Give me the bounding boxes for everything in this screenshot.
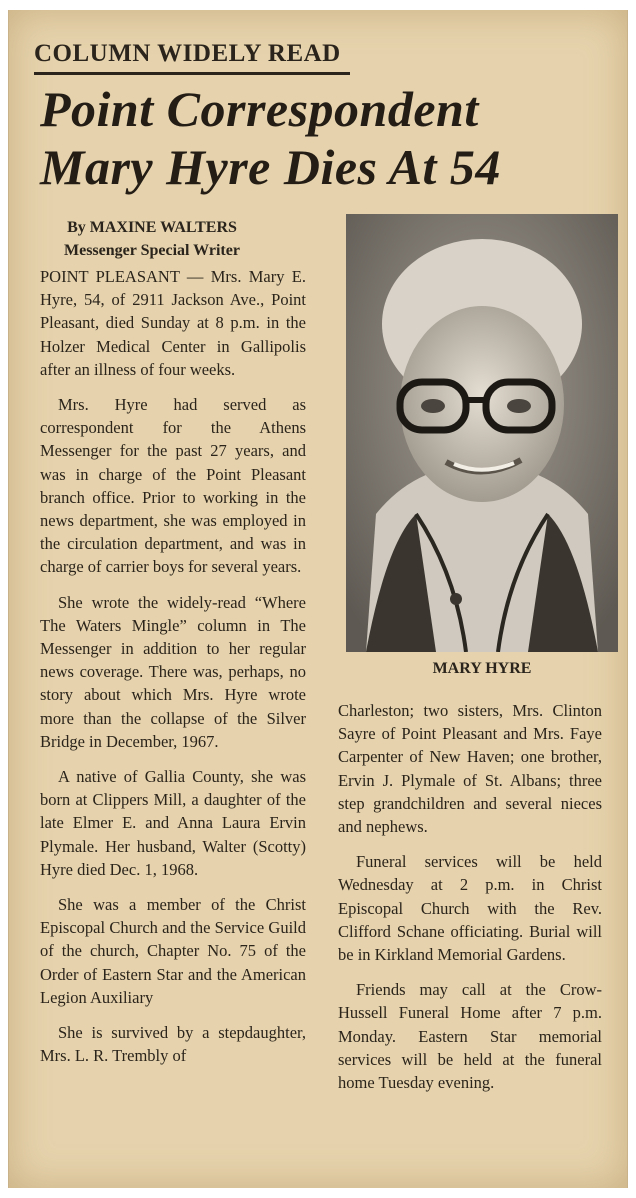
article-paragraph: Friends may call at the Crow-Hussell Funeral Home after 7 p.m. Monday. Eastern Star memorial services will be held at the funeral home Tuesday evening. — [338, 980, 602, 1093]
headline-line-2: Mary Hyre Dies At 54 — [40, 139, 501, 195]
article-paragraph: She was a member of the Christ Episcopal Church and the Service Guild of the church, Chapter No. 75 of the Order of Eastern Star and the American Legion Auxiliary — [40, 895, 306, 1007]
article-paragraph: POINT PLEASANT — Mrs. Mary E. Hyre, 54, of 2911 Jackson Ave., Point Pleasant, died Sunday at 8 p.m. in the Holzer Medical Center in Gallipolis after an illness of four weeks. — [40, 267, 306, 379]
left-article-column — [40, 265, 306, 1080]
article-paragraph: She wrote the widely-read “Where The Waters Mingle” column in The Messenger in addition to her regular news coverage. There was, perhaps, no story about which Mrs. Hyre wrote more than the collapse of the Silver Bridge in December, 1967. — [40, 592, 306, 751]
kicker-underline — [34, 72, 350, 75]
article-paragraph: A native of Gallia County, she was born at Clippers Mill, a daughter of the late Elmer E. and Anna Laura Ervin Plymale. Her husband, Walter (Scotty) Hyre died Dec. 1, 1968. — [40, 767, 306, 879]
mary-hyre-portrait-photo — [346, 214, 618, 652]
article-paragraph: She is survived by a stepdaughter, Mrs. L. R. Trembly of — [40, 1023, 306, 1066]
portrait-illustration — [346, 214, 618, 652]
headline-line-1: Point Correspondent — [40, 81, 479, 137]
right-article-column — [338, 699, 602, 1106]
byline-author: By MAXINE WALTERS — [67, 219, 237, 236]
article-paragraph: Charleston; two sisters, Mrs. Clinton Sayre of Point Pleasant and Mrs. Faye Carpenter of New Haven; one brother, Ervin J. Plymale of St. Albans; three step grandchildren and several nieces and nephews. — [338, 701, 602, 837]
headline — [40, 80, 620, 196]
article-paragraph: Funeral services will be held Wednesday at 2 p.m. in Christ Episcopal Church with the Rev. Clifford Schane officiating. Burial will be in Kirkland Memorial Gardens. — [338, 852, 602, 965]
photo-caption: MARY HYRE — [432, 660, 532, 677]
byline-role: Messenger Special Writer — [64, 242, 240, 259]
article-paragraph: Mrs. Hyre had served as correspondent for the Athens Messenger for the past 27 years, and was in charge of the Point Pleasant branch office. Prior to working in the news department, she was employed in the circulation department, and was in charge of carrier boys for several years. — [40, 395, 306, 577]
byline — [64, 216, 240, 262]
kicker-heading: COLUMN WIDELY READ — [34, 40, 341, 67]
